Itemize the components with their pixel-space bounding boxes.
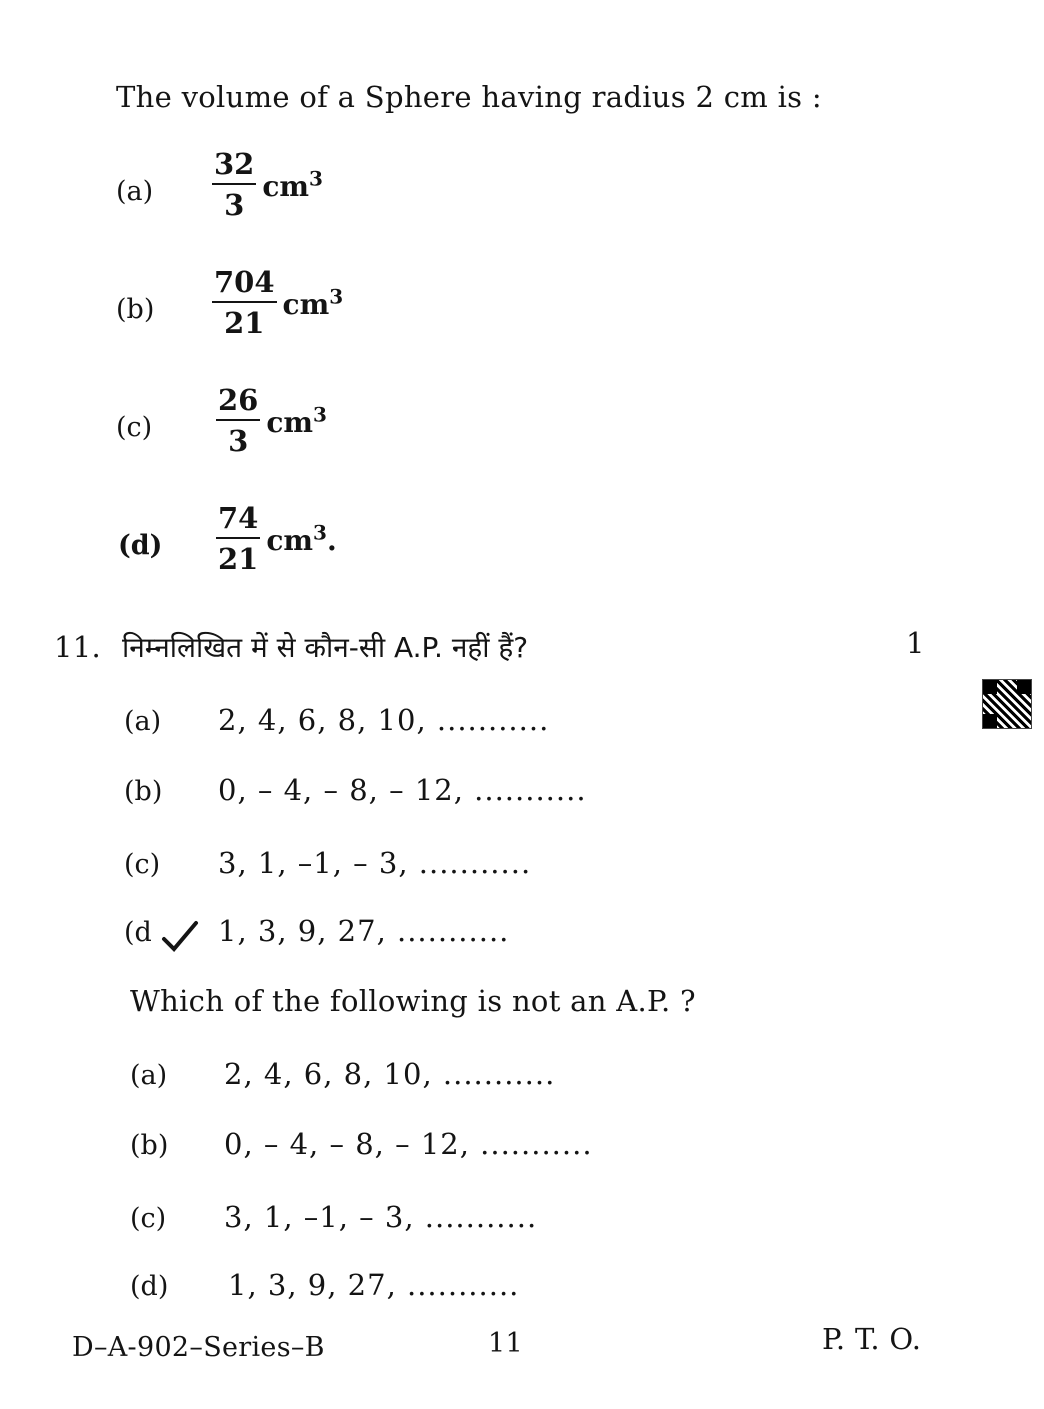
option-text: 2, 4, 6, 8, 10, ........... <box>218 703 550 737</box>
fraction <box>212 265 277 340</box>
q11-english-option-d <box>130 1268 519 1302</box>
page-number: 11 <box>488 1328 523 1359</box>
q11-english-option-a <box>130 1057 555 1091</box>
unit: $cm^3$ <box>266 402 327 440</box>
numerator: 704 <box>212 268 277 303</box>
option-text: 1, 3, 9, 27, ........... <box>218 914 510 948</box>
option-label: (b) <box>130 1130 169 1161</box>
question-number: 11. <box>54 630 102 664</box>
unit: $cm^3$. <box>266 520 337 558</box>
option-label: (d <box>124 917 152 948</box>
option-label: (a) <box>116 176 154 207</box>
fraction <box>216 501 260 576</box>
question-11-english-stem: Which of the following is not an A.P. ? <box>130 984 696 1018</box>
q11-hindi-option-d <box>124 914 509 957</box>
option-text: 0, – 4, – 8, – 12, ........... <box>224 1127 593 1161</box>
qr-code-icon <box>983 680 1031 728</box>
denominator: 21 <box>224 306 265 340</box>
option-label: (a) <box>124 706 162 737</box>
option-label: (c) <box>124 849 161 880</box>
unit: $cm^3$ <box>262 166 323 204</box>
q11-english-option-c <box>130 1200 537 1234</box>
marks: 1 <box>906 626 925 660</box>
option-label: (a) <box>130 1060 168 1091</box>
denominator: 21 <box>218 542 259 576</box>
option-label: (d) <box>130 1271 169 1302</box>
tick-mark-icon <box>160 917 200 957</box>
option-label: (c) <box>116 412 153 443</box>
q11-hindi-option-a <box>124 703 549 737</box>
q11-english-option-b <box>130 1127 593 1161</box>
fraction <box>216 383 260 458</box>
option-text: 1, 3, 9, 27, ........... <box>228 1268 520 1302</box>
numerator: 32 <box>212 150 256 185</box>
denominator: 3 <box>228 424 249 458</box>
numerator: 26 <box>216 386 260 421</box>
option-text: 2, 4, 6, 8, 10, ........... <box>224 1057 556 1091</box>
unit: $cm^3$ <box>282 284 344 322</box>
question-11-hindi-stem: निम्नलिखित में से कौन-सी A.P. नहीं हैं? <box>122 631 529 664</box>
q11-hindi-option-c <box>124 846 531 880</box>
option-label: (d) <box>118 530 163 561</box>
numerator: 74 <box>216 504 260 539</box>
please-turn-over: P. T. O. <box>822 1322 922 1356</box>
option-label: (c) <box>130 1203 167 1234</box>
option-text: 0, – 4, – 8, – 12, ........... <box>218 773 587 807</box>
question-10-stem: The volume of a Sphere having radius 2 cm is : <box>116 80 822 114</box>
paper-code: D–A-902–Series–B <box>72 1332 325 1363</box>
option-label: (b) <box>124 776 163 807</box>
option-label: (b) <box>116 294 155 325</box>
fraction <box>212 147 256 222</box>
q11-hindi-option-b <box>124 773 587 807</box>
option-text: 3, 1, –1, – 3, ........... <box>224 1200 538 1234</box>
option-text: 3, 1, –1, – 3, ........... <box>218 846 532 880</box>
denominator: 3 <box>224 188 245 222</box>
